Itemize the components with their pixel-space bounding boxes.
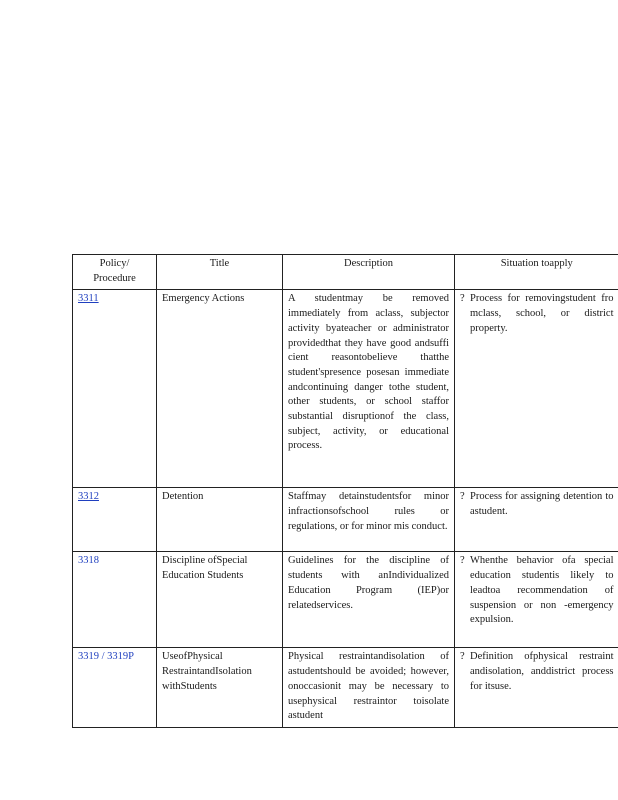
policy-title: Discipline ofSpecial Education Students bbox=[157, 552, 283, 648]
policy-description: Guidelines for the discipline of students with anIndividualized Education Program (IEP)or relatedservices. bbox=[283, 552, 455, 648]
policy-situation: Process for assigning detention to astudent. bbox=[470, 491, 614, 518]
header-title: Title bbox=[157, 255, 283, 290]
policy-description: Staffmay detainstudentsfor minor infractionsofschool rules or regulations, or for minor mis conduct. bbox=[283, 488, 455, 552]
table-row bbox=[73, 552, 618, 648]
header-situation: Situation toapply bbox=[455, 255, 618, 290]
table-header-row bbox=[73, 255, 618, 290]
policy-link-3312[interactable]: 3312 bbox=[78, 491, 99, 503]
policy-title: Detention bbox=[157, 488, 283, 552]
table-row bbox=[73, 648, 618, 728]
policy-title: UseofPhysical RestraintandIsolation withStudents bbox=[157, 648, 283, 728]
header-policy-procedure: Policy/ Procedure bbox=[73, 255, 157, 290]
policy-code-3318: 3318 bbox=[78, 555, 99, 567]
table-row bbox=[73, 290, 618, 488]
bullet-glyph: ? bbox=[460, 555, 465, 567]
policy-link-3311[interactable]: 3311 bbox=[78, 293, 99, 305]
policy-situation: Process for removingstudent fro mclass, school, or district property. bbox=[470, 293, 614, 334]
table-row bbox=[73, 488, 618, 552]
policy-situation: Definition ofphysical restraint andisolation, anddistrict process for itsuse. bbox=[470, 651, 614, 692]
policy-description: A studentmay be removed immediately from aclass, subjector activity byateacher or administrator providedthat they have good andsuffi cient reasontobelieve thatthe student'spresence posesan immediate andcontinuing danger tothe student, other students, or school staffor substantial disruptionof the class, subject, activity, or educational process. bbox=[283, 290, 455, 488]
bullet-glyph: ? bbox=[460, 651, 465, 663]
policy-code-3319: 3319 / 3319P bbox=[78, 651, 135, 663]
header-description: Description bbox=[283, 255, 455, 290]
policy-table bbox=[72, 254, 618, 728]
policy-situation: Whenthe behavior ofa special education studentis likely to leadtoa recommendation of suspension or non -emergency expulsion. bbox=[470, 555, 614, 626]
bullet-glyph: ? bbox=[460, 293, 465, 305]
policy-title: Emergency Actions bbox=[157, 290, 283, 488]
bullet-glyph: ? bbox=[460, 491, 465, 503]
policy-description: Physical restraintandisolation of astudentshould be avoided; however, onoccasionit may be necessary to usephysical restraintor toisolate astudent bbox=[283, 648, 455, 728]
